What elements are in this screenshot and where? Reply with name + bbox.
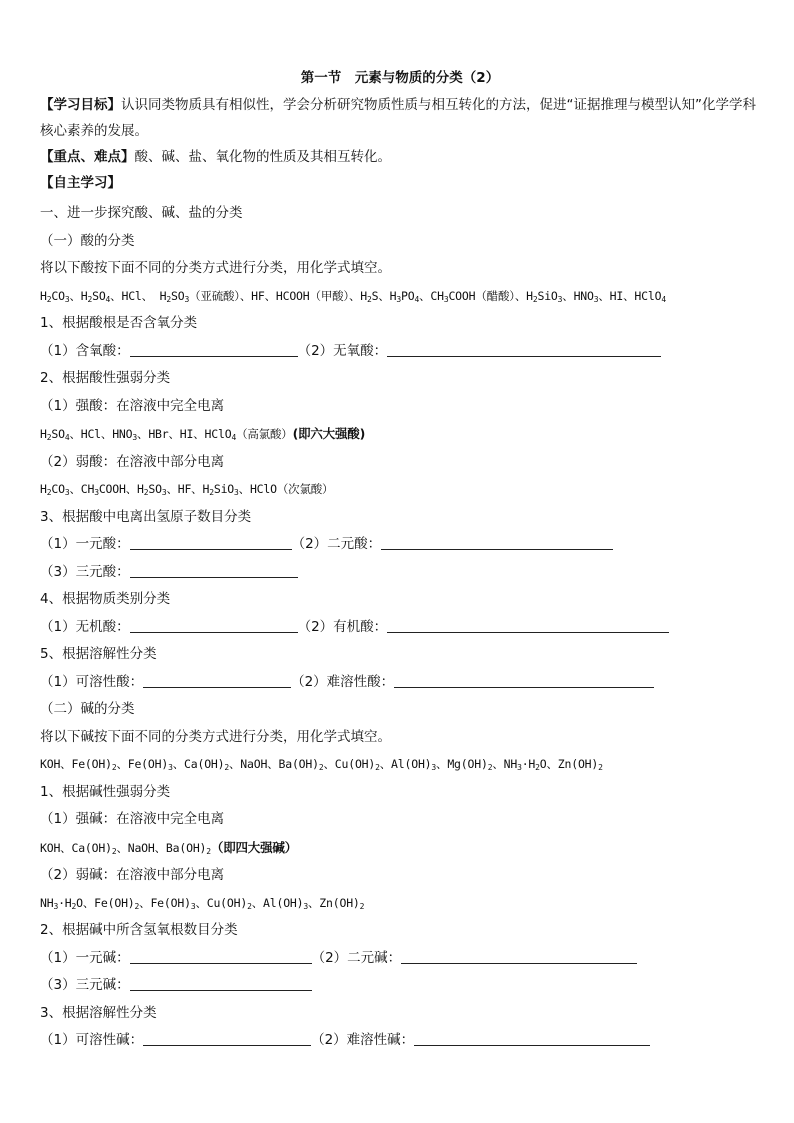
acid-criterion-3-answers-b: [40, 559, 760, 587]
monoprotic-blank[interactable]: [130, 535, 292, 550]
acid-criterion-1: 1、根据酸根是否含氧分类: [40, 315, 198, 331]
base-criterion-2: 2、根据碱中所含氢氧根数目分类: [40, 922, 238, 938]
acid-note-sulfurous: （亚硫酸）: [189, 288, 240, 303]
diacidic-base-blank[interactable]: [401, 949, 637, 964]
acid-instruction: 将以下酸按下面不同的分类方式进行分类，用化学式填空。: [40, 260, 391, 276]
acid-criterion-3: 3、根据酸中电离出氢原子数目分类: [40, 508, 252, 525]
learning-goal-label: 【学习目标】: [40, 97, 121, 113]
diacidic-base-label: （2）二元碱：: [311, 949, 402, 966]
soluble-acid-blank[interactable]: [143, 673, 291, 688]
weak-acid-list: $H_2CO_3$、$CH_3COOH$、$H_2SO_3$、HF、$H_2SiO_3$、HClO（次氯酸）: [40, 482, 334, 497]
weak-base-list: $NH_3\cdot H_2O$、$Fe(OH)_2$、$Fe(OH)_3$、$Cu(OH)_2$、$Al(OH)_3$、$Zn(OH)_2$: [40, 895, 365, 911]
organic-acid-blank[interactable]: [387, 618, 669, 633]
base-instruction: 将以下碱按下面不同的分类方式进行分类，用化学式填空。: [40, 728, 391, 745]
triacidic-base-label: （3）三元碱：: [40, 977, 130, 993]
soluble-base-blank[interactable]: [143, 1031, 311, 1046]
key-points: [40, 144, 760, 170]
acid-criterion-4-answers: [40, 614, 760, 642]
insoluble-base-blank[interactable]: [414, 1031, 650, 1046]
strong-base-list: KOH、$Ca(OH)_2$、NaOH、$Ba(OH)_2$（即四大强碱）: [40, 839, 298, 856]
base-criterion-3-answers: [40, 1027, 760, 1055]
acid-criterion-2: 2、根据酸性强弱分类: [40, 370, 171, 386]
base-criterion-1: 1、根据碱性强弱分类: [40, 783, 171, 800]
learning-goal-text: 认识同类物质具有相似性，学会分析研究物质性质与相互转化的方法，促进“证据推理与模型认知”化学学科核心素养的发展。: [40, 97, 756, 139]
acid-criterion-3-answers: [40, 531, 760, 559]
acid-criterion-1-answers: [40, 338, 760, 366]
base-formula-list: KOH、$Fe(OH)_2$、$Fe(OH)_3$、$Ca(OH)_2$、NaOH、$Ba(OH)_2$、$Cu(OH)_2$、$Al(OH)_3$、$Mg(OH)_2$、$NH_3\cdot H_2O$、$Zn(OH)_2$: [40, 757, 603, 772]
strong-base-label: （1）强碱：在溶液中完全电离: [40, 811, 225, 827]
acid-heading: （一）酸的分类: [40, 232, 135, 249]
weak-acid-note: （次氯酸）: [276, 482, 334, 496]
key-points-text: 酸、碱、盐、氧化物的性质及其相互转化。: [134, 149, 391, 165]
diprotic-blank[interactable]: [381, 535, 613, 550]
insoluble-base-label: （2）难溶性碱：: [311, 1032, 415, 1048]
hydracid-label: （2）无氧酸：: [297, 342, 388, 359]
triprotic-label: （3）三元酸：: [40, 563, 130, 580]
oxyacid-blank[interactable]: [130, 342, 298, 357]
self-study-heading: 【自主学习】: [40, 175, 121, 191]
key-points-label: 【重点、难点】: [40, 149, 135, 165]
triacidic-base-blank[interactable]: [130, 976, 312, 991]
worksheet-page: [40, 70, 760, 1055]
diprotic-label: （2）二元酸：: [291, 536, 382, 552]
base-heading: （二）碱的分类: [40, 701, 135, 717]
part1-heading: 一、进一步探究酸、碱、盐的分类: [40, 205, 243, 221]
acid-note-acetic: （醋酸）: [475, 288, 515, 303]
strong-acid-list: $H_2SO_4$、HCl、$HNO_3$、HBr、HI、HClO$_4$（高氯酸）(即六大强酸): [40, 426, 366, 442]
strong-acid-label: （1）强酸：在溶液中完全电离: [40, 397, 225, 414]
inorganic-acid-blank[interactable]: [130, 618, 298, 633]
strong-acid-bold-note: (即六大强酸): [292, 426, 366, 441]
insoluble-acid-blank[interactable]: [394, 673, 654, 688]
monoprotic-label: （1）一元酸：: [40, 536, 130, 552]
acid-criterion-4: 4、根据物质类别分类: [40, 591, 171, 607]
learning-goal: [40, 92, 760, 144]
base-criterion-2-answers-b: [40, 972, 760, 1000]
base-criterion-2-answers: [40, 945, 760, 973]
insoluble-acid-label: （2）难溶性酸：: [291, 673, 395, 690]
monoacidic-base-label: （1）一元碱：: [40, 949, 130, 966]
inorganic-acid-label: （1）无机酸：: [40, 618, 130, 635]
soluble-acid-label: （1）可溶性酸：: [40, 673, 144, 690]
strong-acid-note: （高氯酸）: [236, 427, 293, 441]
weak-acid-label: （2）弱酸：在溶液中部分电离: [40, 453, 225, 470]
monoacidic-base-blank[interactable]: [130, 949, 312, 964]
triprotic-blank[interactable]: [130, 563, 298, 578]
page-title: 第一节 元素与物质的分类（2）: [300, 70, 500, 86]
strong-base-bold-note: （即四大强碱）: [210, 839, 298, 855]
acid-note-formic: （甲酸）: [309, 288, 349, 303]
acid-criterion-5-answers: [40, 669, 760, 697]
base-criterion-3: 3、根据溶解性分类: [40, 1004, 157, 1021]
soluble-base-label: （1）可溶性碱：: [40, 1032, 144, 1048]
weak-base-label: （2）弱碱：在溶液中部分电离: [40, 867, 225, 883]
organic-acid-label: （2）有机酸：: [297, 618, 388, 635]
acid-formula-list: $H_2CO_3$、$H_2SO_4$、HCl、 $H_2SO_3$（亚硫酸）、HF、HCOOH（甲酸）、$H_2S$、$H_3PO_4$、$CH_3COOH$（醋酸）、$H_2SiO_3$、$HNO_3$、HI、HClO$_4$: [40, 288, 666, 304]
oxyacid-label: （1）含氧酸：: [40, 342, 130, 359]
hydracid-blank[interactable]: [387, 342, 661, 357]
acid-criterion-5: 5、根据溶解性分类: [40, 646, 157, 662]
